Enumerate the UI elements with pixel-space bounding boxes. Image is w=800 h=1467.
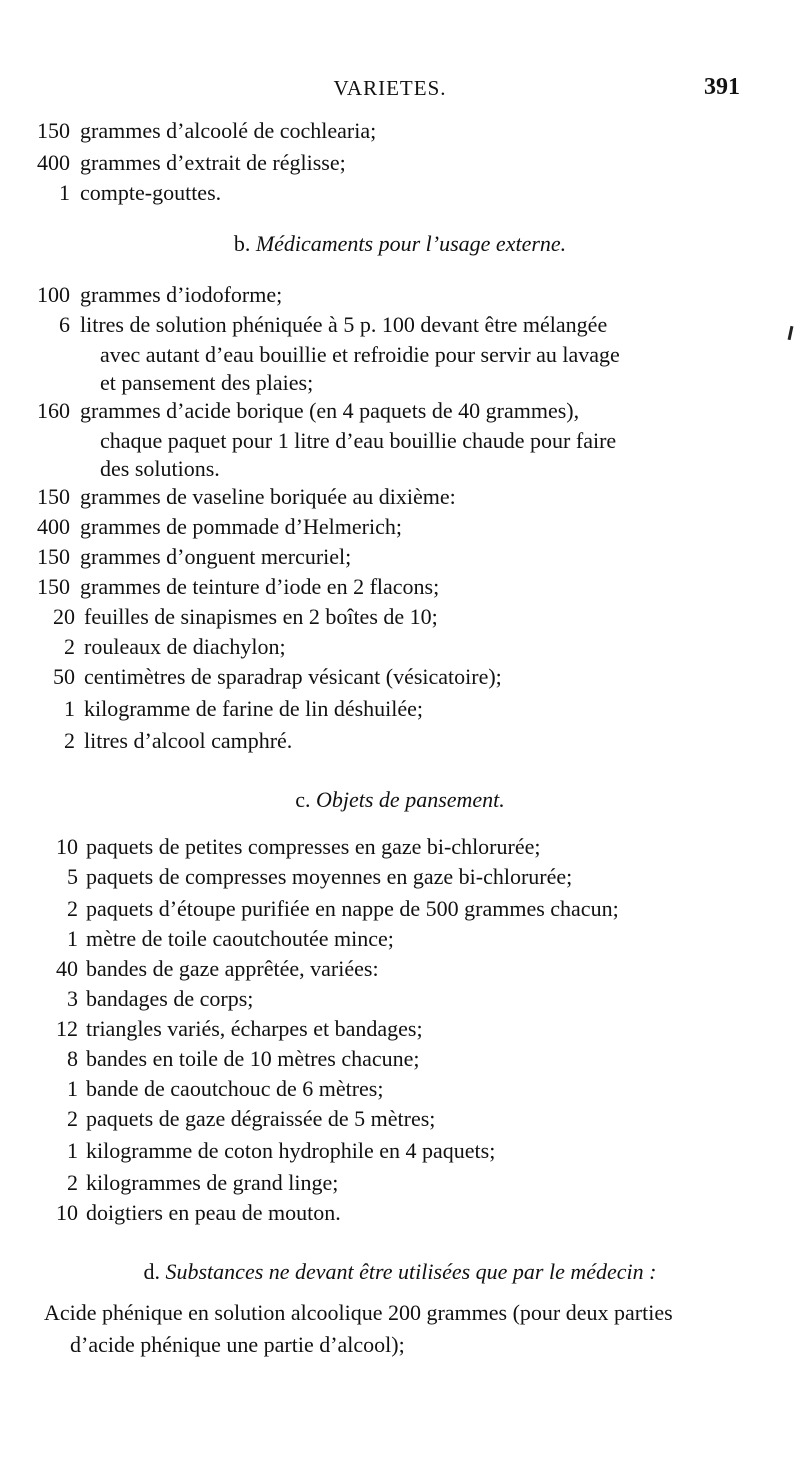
item-quantity: 6	[59, 312, 70, 337]
list-item	[0, 150, 800, 176]
item-quantity: 12	[56, 1016, 78, 1041]
section-title: Objets de pansement.	[315, 787, 505, 812]
item-text-continuation: avec autant d’eau bouillie et refroidie pour servir au lavage	[100, 342, 620, 367]
list-item	[0, 926, 800, 952]
list-item	[0, 544, 800, 570]
item-text-continuation: et pansement des plaies;	[100, 370, 314, 395]
item-text: paquets de gaze dégraissée de 5 mètres;	[86, 1106, 436, 1131]
item-quantity: 1	[67, 926, 78, 951]
list-item	[0, 696, 800, 722]
list-item	[0, 664, 800, 690]
item-quantity: 150	[37, 118, 70, 143]
item-text: grammes d’extrait de réglisse;	[80, 150, 346, 175]
item-text: litres d’alcool camphré.	[84, 728, 293, 753]
list-item	[0, 398, 800, 484]
list-item	[0, 864, 800, 890]
item-text: paquets de compresses moyennes en gaze bi-chlorurée;	[86, 864, 573, 889]
item-text: grammes d’onguent mercuriel;	[80, 544, 352, 569]
item-quantity: 150	[37, 574, 70, 599]
item-text: bandages de corps;	[86, 986, 254, 1011]
list-item	[0, 282, 800, 308]
list-item	[0, 834, 800, 860]
section-letter: d.	[143, 1259, 160, 1284]
item-text: centimètres de sparadrap vésicant (vésicatoire);	[84, 664, 502, 689]
section-heading-b	[0, 230, 800, 258]
item-quantity: 160	[37, 398, 70, 423]
list-item	[0, 180, 800, 206]
item-quantity: 100	[37, 282, 70, 307]
list-item	[0, 634, 800, 660]
list-item	[0, 312, 800, 398]
list-item	[0, 1200, 800, 1226]
item-quantity: 2	[67, 896, 78, 921]
list-item	[0, 956, 800, 982]
item-quantity: 2	[64, 634, 75, 659]
item-quantity: 1	[59, 180, 70, 205]
list-item	[0, 1076, 800, 1102]
item-text: mètre de toile caoutchoutée mince;	[86, 926, 394, 951]
item-quantity: 150	[37, 484, 70, 509]
item-text: grammes d’iodoforme;	[80, 282, 283, 307]
running-title: VARIETES.	[333, 76, 447, 100]
item-quantity: 5	[67, 864, 78, 889]
list-item	[0, 896, 800, 922]
page-number: 391	[704, 74, 740, 100]
running-head	[40, 74, 740, 108]
item-text: compte-gouttes.	[80, 180, 222, 205]
section-letter: b.	[233, 231, 251, 256]
list-item	[0, 118, 800, 144]
list-item	[0, 728, 800, 754]
item-text: grammes de vaseline boriquée au dixième:	[80, 484, 456, 509]
item-text: bandes en toile de 10 mètres chacune;	[86, 1046, 420, 1071]
item-quantity: 20	[53, 604, 75, 629]
paragraph-line: Acide phénique en solution alcoolique 200 grammes (pour deux parties	[44, 1300, 673, 1325]
list-item	[0, 1046, 800, 1072]
item-quantity: 2	[64, 728, 75, 753]
section-heading-c	[0, 786, 800, 814]
item-quantity: 50	[53, 664, 75, 689]
item-quantity: 1	[64, 696, 75, 721]
item-text: paquets de petites compresses en gaze bi-chlorurée;	[86, 834, 541, 859]
item-text-continuation: chaque paquet pour 1 litre d’eau bouillie chaude pour faire	[100, 428, 617, 453]
item-text-continuation: des solutions.	[100, 456, 220, 481]
item-quantity: 150	[37, 544, 70, 569]
item-quantity: 10	[56, 1200, 78, 1225]
paragraph-line: d’acide phénique une partie d’alcool);	[70, 1332, 405, 1357]
item-text: kilogrammes de grand linge;	[86, 1170, 339, 1195]
list-item	[0, 1106, 800, 1132]
section-letter: c.	[295, 787, 311, 812]
list-item	[0, 1016, 800, 1042]
item-text: kilogramme de farine de lin déshuilée;	[84, 696, 424, 721]
item-text: grammes de pommade d’Helmerich;	[80, 514, 402, 539]
item-quantity: 1	[67, 1076, 78, 1101]
item-text: triangles variés, écharpes et bandages;	[86, 1016, 423, 1041]
item-text: grammes d’alcoolé de cochlearia;	[80, 118, 377, 143]
item-quantity: 8	[67, 1046, 78, 1071]
item-quantity: 3	[67, 986, 78, 1011]
item-text: rouleaux de diachylon;	[84, 634, 286, 659]
item-text: bandes de gaze apprêtée, variées:	[86, 956, 379, 981]
section-title: Substances ne devant être utilisées que par le médecin :	[165, 1259, 657, 1284]
list-item	[0, 1170, 800, 1196]
list-item	[0, 574, 800, 600]
item-text: litres de solution phéniquée à 5 p. 100 devant être mélangée	[80, 312, 608, 337]
item-quantity: 2	[67, 1106, 78, 1131]
item-text: kilogramme de coton hydrophile en 4 paquets;	[86, 1138, 496, 1163]
item-quantity: 40	[56, 956, 78, 981]
item-text: grammes de teinture d’iode en 2 flacons;	[80, 574, 440, 599]
item-quantity: 400	[37, 150, 70, 175]
item-text: paquets d’étoupe purifiée en nappe de 500 grammes chacun;	[86, 896, 619, 921]
item-text: grammes d’acide borique (en 4 paquets de 40 grammes),	[80, 398, 580, 423]
item-text: feuilles de sinapismes en 2 boîtes de 10;	[84, 604, 438, 629]
list-item	[0, 484, 800, 510]
item-text: bande de caoutchouc de 6 mètres;	[86, 1076, 384, 1101]
section-title: Médicaments pour l’usage externe.	[255, 231, 567, 256]
item-quantity: 1	[67, 1138, 78, 1163]
list-item	[0, 514, 800, 540]
item-quantity: 2	[67, 1170, 78, 1195]
list-item	[0, 1138, 800, 1164]
list-item	[0, 986, 800, 1012]
item-text: doigtiers en peau de mouton.	[86, 1200, 341, 1225]
list-item	[0, 604, 800, 630]
item-quantity: 400	[37, 514, 70, 539]
item-quantity: 10	[56, 834, 78, 859]
section-heading-d	[0, 1258, 800, 1286]
